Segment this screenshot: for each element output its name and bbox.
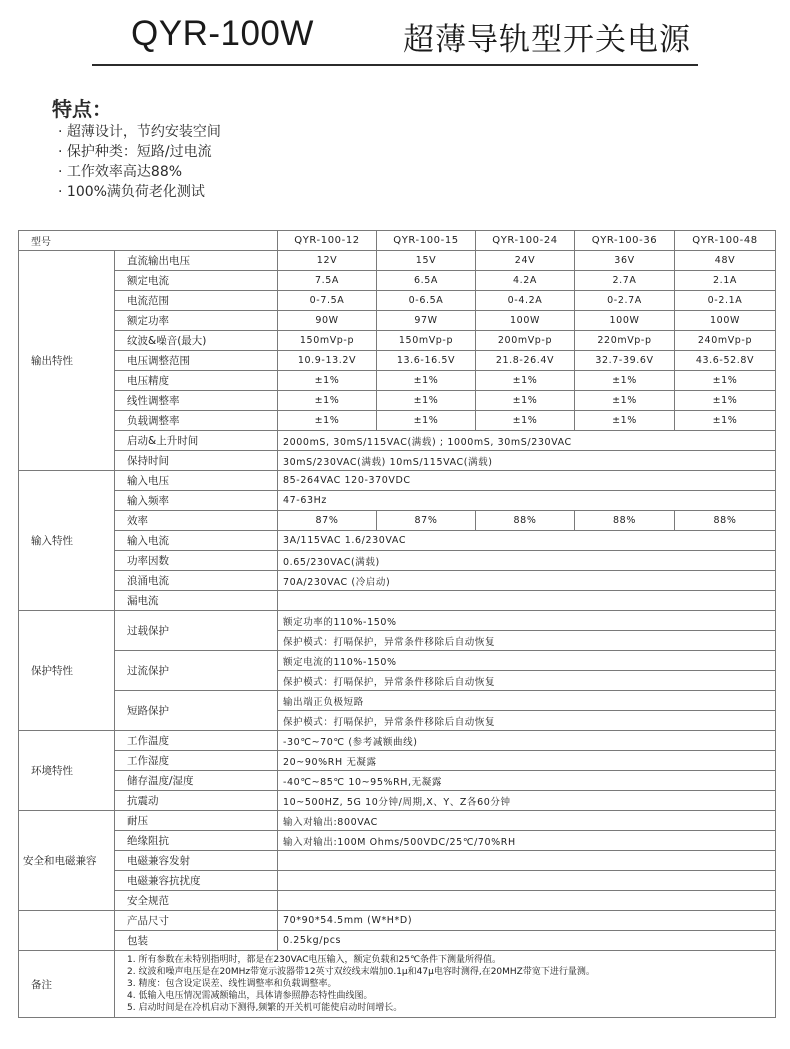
param-value [278, 851, 776, 871]
param-label: 过载保护 [115, 611, 278, 651]
param-value: ±1% [675, 371, 776, 391]
param-label: 效率 [115, 511, 278, 531]
param-value: ±1% [575, 371, 675, 391]
param-value: 0-2.1A [675, 291, 776, 311]
param-label: 工作湿度 [115, 751, 278, 771]
table-row [19, 251, 776, 271]
param-label: 直流输出电压 [115, 251, 278, 271]
param-label: 产品尺寸 [115, 911, 278, 931]
param-label: 电磁兼容抗扰度 [115, 871, 278, 891]
title-rule [92, 64, 698, 66]
model-cell: QYR-100-24 [476, 231, 575, 251]
param-value: 输入对输出:800VAC [278, 811, 776, 831]
param-label: 保持时间 [115, 451, 278, 471]
param-label: 短路保护 [115, 691, 278, 731]
group-label: 输入特性 [19, 471, 115, 611]
param-value: 200mVp-p [476, 331, 575, 351]
table-row [19, 911, 776, 931]
param-value: 输出端正负极短路 [278, 691, 776, 711]
param-value: 24V [476, 251, 575, 271]
table-row [19, 951, 776, 1018]
group-label: 安全和电磁兼容 [19, 811, 115, 911]
table-row [19, 351, 776, 371]
param-label: 线性调整率 [115, 391, 278, 411]
param-value: 100W [575, 311, 675, 331]
param-label: 功率因数 [115, 551, 278, 571]
param-label: 浪涌电流 [115, 571, 278, 591]
table-row [19, 291, 776, 311]
model-cell: QYR-100-36 [575, 231, 675, 251]
param-value: -40℃~85℃ 10~95%RH,无凝露 [278, 771, 776, 791]
table-row [19, 551, 776, 571]
param-value: 0.25kg/pcs [278, 931, 776, 951]
param-value: 70A/230VAC (冷启动) [278, 571, 776, 591]
note-line: 2. 纹波和噪声电压是在20MHz带宽示波器带12英寸双绞线末端加0.1μ和47μ电容时测得,在20MHZ带宽下进行量测。 [127, 967, 595, 977]
param-label: 输入电压 [115, 471, 278, 491]
features-heading: 特点： [52, 97, 112, 121]
param-value: 额定电流的110%-150% [278, 651, 776, 671]
table-row [19, 611, 776, 631]
table-row [19, 491, 776, 511]
table-row [19, 511, 776, 531]
param-label: 抗震动 [115, 791, 278, 811]
table-row [19, 851, 776, 871]
param-value: 88% [675, 511, 776, 531]
param-value: 20~90%RH 无凝露 [278, 751, 776, 771]
param-value: ±1% [476, 391, 575, 411]
table-row [19, 531, 776, 551]
model-label: 型号 [19, 231, 278, 251]
table-row [19, 591, 776, 611]
group-label: 输出特性 [19, 251, 115, 471]
param-label: 漏电流 [115, 591, 278, 611]
param-value: 97W [377, 311, 476, 331]
param-value: 88% [575, 511, 675, 531]
note-line: 5. 启动时间是在冷机启动下测得,频繁的开关机可能使启动时间增长。 [127, 1003, 403, 1013]
param-value: ±1% [278, 391, 377, 411]
param-label: 额定电流 [115, 271, 278, 291]
param-value: ±1% [476, 411, 575, 431]
param-label: 安全规范 [115, 891, 278, 911]
param-value: 21.8-26.4V [476, 351, 575, 371]
product-title: 超薄导轨型开关电源 [403, 22, 691, 58]
feature-item: · 工作效率高达88% [58, 162, 221, 182]
param-value: -30℃~70℃ (参考减额曲线) [278, 731, 776, 751]
table-row [19, 871, 776, 891]
param-label: 过流保护 [115, 651, 278, 691]
param-value: 90W [278, 311, 377, 331]
param-value: 87% [278, 511, 377, 531]
param-value: 0.65/230VAC(满载) [278, 551, 776, 571]
param-value: 36V [575, 251, 675, 271]
model-cell: QYR-100-15 [377, 231, 476, 251]
group-label-empty [19, 911, 115, 951]
param-value: 43.6-52.8V [675, 351, 776, 371]
param-value: ±1% [575, 391, 675, 411]
param-value: ±1% [377, 391, 476, 411]
param-value: 32.7-39.6V [575, 351, 675, 371]
param-label: 绝缘阻抗 [115, 831, 278, 851]
param-value: ±1% [575, 411, 675, 431]
param-value: 保护模式：打嗝保护，异常条件移除后自动恢复 [278, 671, 776, 691]
param-label: 启动&上升时间 [115, 431, 278, 451]
param-value: ±1% [377, 411, 476, 431]
table-row [19, 311, 776, 331]
param-label: 电磁兼容发射 [115, 851, 278, 871]
param-value: 0-4.2A [476, 291, 575, 311]
param-value: 保护模式：打嗝保护，异常条件移除后自动恢复 [278, 631, 776, 651]
param-value: 85-264VAC 120-370VDC [278, 471, 776, 491]
param-value: 150mVp-p [377, 331, 476, 351]
table-row [19, 411, 776, 431]
param-value: 0-7.5A [278, 291, 377, 311]
table-row [19, 751, 776, 771]
param-value [278, 591, 776, 611]
group-label: 环境特性 [19, 731, 115, 811]
param-label: 储存温度/湿度 [115, 771, 278, 791]
param-value: 10.9-13.2V [278, 351, 377, 371]
table-row [19, 731, 776, 751]
param-value: ±1% [675, 391, 776, 411]
param-label: 输入电流 [115, 531, 278, 551]
table-row [19, 451, 776, 471]
param-value: 88% [476, 511, 575, 531]
param-value [278, 891, 776, 911]
title-bar [0, 0, 790, 66]
param-value: 100W [675, 311, 776, 331]
table-row [19, 811, 776, 831]
note-line: 4. 低输入电压情况需减额输出，具体请参照静态特性曲线图。 [127, 991, 373, 1001]
param-label: 额定功率 [115, 311, 278, 331]
param-value: 7.5A [278, 271, 377, 291]
notes-cell [115, 951, 776, 1018]
table-row [19, 271, 776, 291]
table-row [19, 391, 776, 411]
table-row [19, 651, 776, 671]
param-label: 电压精度 [115, 371, 278, 391]
table-row [19, 771, 776, 791]
table-row [19, 471, 776, 491]
param-label: 电压调整范围 [115, 351, 278, 371]
feature-item: · 超薄设计，节约安装空间 [58, 122, 221, 142]
table-row [19, 331, 776, 351]
param-value: 12V [278, 251, 377, 271]
param-value: 48V [675, 251, 776, 271]
param-label: 输入频率 [115, 491, 278, 511]
param-value: 保护模式：打嗝保护，异常条件移除后自动恢复 [278, 711, 776, 731]
table-row [19, 931, 776, 951]
param-label: 电流范围 [115, 291, 278, 311]
param-value: 150mVp-p [278, 331, 377, 351]
model-cell: QYR-100-12 [278, 231, 377, 251]
param-value: 30mS/230VAC(满载) 10mS/115VAC(满载) [278, 451, 776, 471]
model-title: QYR-100W [131, 14, 314, 53]
group-label: 备注 [19, 951, 115, 1018]
param-value: 2.7A [575, 271, 675, 291]
param-value: 0-6.5A [377, 291, 476, 311]
table-row [19, 791, 776, 811]
param-value: 70*90*54.5mm (W*H*D) [278, 911, 776, 931]
feature-item: · 100%满负荷老化测试 [58, 182, 221, 202]
features-list [58, 122, 221, 202]
note-line: 1. 所有参数在未特别指明时，都是在230VAC电压输入，额定负载和25℃条件下测量所得值。 [127, 955, 502, 965]
param-label: 工作温度 [115, 731, 278, 751]
param-value: ±1% [476, 371, 575, 391]
spec-table [18, 230, 776, 1018]
param-value: 6.5A [377, 271, 476, 291]
param-value: 4.2A [476, 271, 575, 291]
table-row [19, 231, 776, 251]
table-row [19, 571, 776, 591]
param-value: 100W [476, 311, 575, 331]
feature-item: · 保护种类：短路/过电流 [58, 142, 221, 162]
param-value: 2.1A [675, 271, 776, 291]
param-value: 87% [377, 511, 476, 531]
param-value: 240mVp-p [675, 331, 776, 351]
param-label: 耐压 [115, 811, 278, 831]
param-value: ±1% [278, 371, 377, 391]
table-row [19, 691, 776, 711]
table-row [19, 431, 776, 451]
note-line: 3. 精度：包含设定误差、线性调整率和负载调整率。 [127, 979, 337, 989]
param-label: 包装 [115, 931, 278, 951]
param-value: 3A/115VAC 1.6/230VAC [278, 531, 776, 551]
param-value: ±1% [377, 371, 476, 391]
group-label: 保护特性 [19, 611, 115, 731]
table-row [19, 831, 776, 851]
param-value: 0-2.7A [575, 291, 675, 311]
param-label: 负载调整率 [115, 411, 278, 431]
param-value: 13.6-16.5V [377, 351, 476, 371]
model-cell: QYR-100-48 [675, 231, 776, 251]
param-value: 15V [377, 251, 476, 271]
param-value: 10~500HZ, 5G 10分钟/周期,X、Y、Z各60分钟 [278, 791, 776, 811]
param-value: ±1% [675, 411, 776, 431]
param-value: ±1% [278, 411, 377, 431]
param-value: 47-63Hz [278, 491, 776, 511]
param-value: 220mVp-p [575, 331, 675, 351]
table-row [19, 371, 776, 391]
param-value: 额定功率的110%-150% [278, 611, 776, 631]
param-label: 纹波&噪音(最大) [115, 331, 278, 351]
table-row [19, 891, 776, 911]
param-value [278, 871, 776, 891]
param-value: 输入对输出:100M Ohms/500VDC/25℃/70%RH [278, 831, 776, 851]
param-value: 2000mS, 30mS/115VAC(满载) ; 1000mS, 30mS/230VAC [278, 431, 776, 451]
